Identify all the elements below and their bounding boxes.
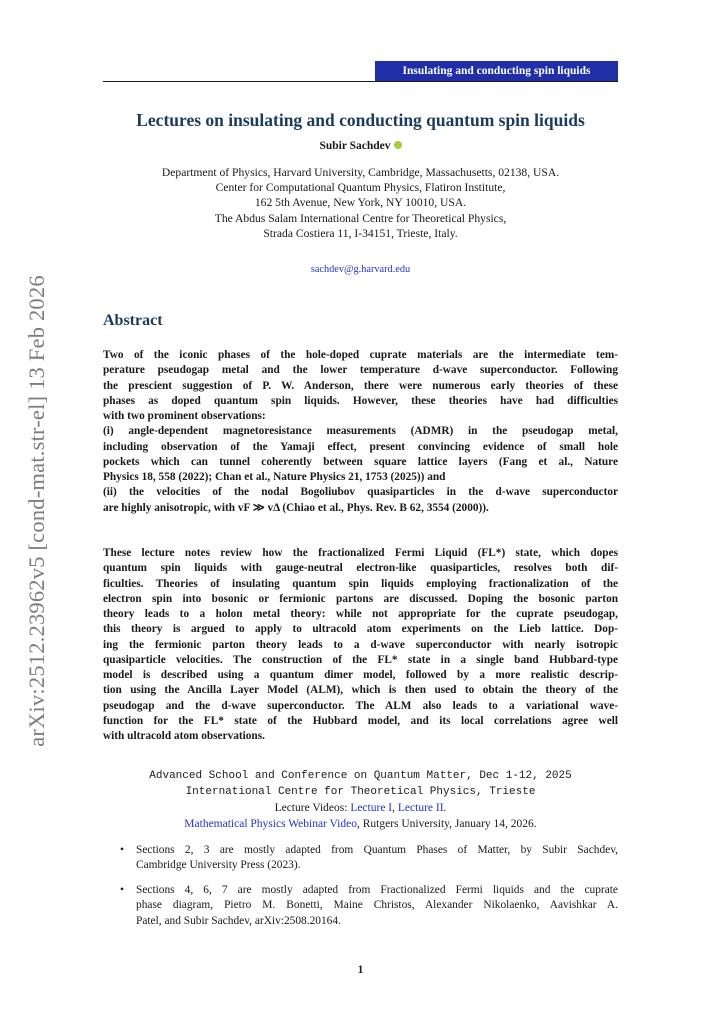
lecture-1-link[interactable]: Lecture I bbox=[350, 802, 393, 814]
abstract-line: phases as doped quantum spin liquids. However, these theories have had difficulties bbox=[103, 394, 618, 407]
author-name: Subir Sachdev bbox=[319, 140, 391, 152]
abstract-line: These lecture notes review how the fractionalized Fermi Liquid (FL*) state, which dopes bbox=[103, 547, 618, 559]
abstract-line: ing the fermionic parton theory leads to a d-wave superconductor with nearly isotropic bbox=[103, 638, 618, 651]
bullet-icon: • bbox=[120, 883, 124, 896]
abstract-heading: Abstract bbox=[103, 312, 163, 329]
header-rule bbox=[103, 81, 618, 82]
videos-end: . bbox=[443, 802, 447, 814]
abstract-line: are highly anisotropic, with vF ≫ vΔ (Chiao et al., Phys. Rev. B 62, 3554 (2000)). bbox=[103, 501, 489, 514]
abstract-line: perature pseudogap metal and the lower temperature d-wave superconductor. Following bbox=[103, 364, 618, 377]
affiliation-line: Center for Computational Quantum Physics, Flatiron Institute, bbox=[215, 181, 506, 195]
notes-item bbox=[118, 883, 618, 929]
notes-line: Sections 2, 3 are mostly adapted from Quantum Phases of Matter, by Subir Sachdev, bbox=[136, 844, 618, 856]
abstract-paragraph-1 bbox=[103, 348, 618, 516]
abstract-line: tion using the Ancilla Layer Model (ALM), which is then used to obtain the theory of the bbox=[103, 684, 618, 697]
header-tag: Insulating and conducting spin liquids bbox=[375, 61, 618, 82]
webinar-link[interactable]: Mathematical Physics Webinar Video bbox=[184, 818, 357, 830]
abstract-line: Two of the iconic phases of the hole-doped cuprate materials are the intermediate tem- bbox=[103, 349, 618, 361]
affiliation-line: 162 5th Avenue, New York, NY 10010, USA. bbox=[254, 196, 467, 210]
abstract-line: (i) angle-dependent magnetoresistance measurements (ADMR) in the pseudogap metal, bbox=[103, 425, 618, 438]
notes-line: phase diagram, Pietro M. Bonetti, Maine Christos, Alexander Nikolaenko, Aavishkar A. bbox=[136, 899, 618, 912]
affiliations bbox=[103, 165, 618, 241]
notes-item bbox=[118, 843, 618, 874]
abstract-line: pockets which can tunnel coherently between square lattice layers (Fang et al., Nature bbox=[103, 455, 618, 468]
paper-title: Lectures on insulating and conducting quantum spin liquids bbox=[136, 110, 585, 130]
webinar-details: , Rutgers University, January 14, 2026. bbox=[356, 818, 537, 830]
event-info bbox=[103, 768, 618, 832]
arxiv-stamp-text: arXiv:2512.23962v5 [cond-mat.str-el] 13 Feb 2026 bbox=[24, 275, 49, 747]
affiliation-line: Strada Costiera 11, I-34151, Trieste, Italy. bbox=[263, 226, 458, 240]
abstract-line: with ultracold atom observations. bbox=[103, 730, 265, 742]
abstract-line: Physics 18, 558 (2022); Chan et al., Nature Physics 21, 1753 (2025)) and bbox=[103, 471, 446, 483]
affiliation-line: Department of Physics, Harvard University, Cambridge, Massachusetts, 02138, USA. bbox=[161, 166, 560, 179]
abstract-line: pseudogap and the d-wave superconductor. The ALM also leads to a variational wave- bbox=[103, 699, 618, 712]
abstract-line: the prescient suggestion of P. W. Anderson, there were numerous early theories of these bbox=[103, 379, 618, 392]
abstract-line: with two prominent observations: bbox=[103, 410, 266, 422]
abstract-line: model is described using a quantum dimer model, followed by a more realistic descrip- bbox=[103, 669, 618, 681]
notes-line: Sections 4, 6, 7 are mostly adapted from Fractionalized Fermi liquids and the cuprate bbox=[136, 883, 618, 896]
event-line: International Centre for Theoretical Physics, Trieste bbox=[185, 786, 536, 798]
notes-line: Patel, and Subir Sachdev, arXiv:2508.20164. bbox=[136, 914, 341, 927]
abstract-line: (ii) the velocities of the nodal Bogoliubov quasiparticles in the d-wave superconductor bbox=[103, 486, 618, 499]
notes-line: Cambridge University Press (2023). bbox=[136, 859, 301, 872]
abstract-line: quantum spin liquids with gauge-neutral electron-like quasiparticles, resolves both dif- bbox=[103, 562, 618, 575]
lecture-videos-line bbox=[103, 800, 618, 816]
notes-list bbox=[118, 843, 618, 938]
webinar-line bbox=[103, 816, 618, 832]
event-line: Advanced School and Conference on Quantum Matter, Dec 1-12, 2025 bbox=[149, 770, 572, 782]
abstract-line: electron spin into bosonic or fermionic partons are discussed. Doping the bosonic parton bbox=[103, 592, 618, 605]
abstract-line: this theory is argued to apply to ultracold atom experiments on the Lieb lattice. Dop- bbox=[103, 623, 618, 636]
page-number: 1 bbox=[357, 964, 364, 976]
abstract-line: ficulties. Theories of insulating quantum spin liquids employing fractionalization of the bbox=[103, 577, 618, 590]
abstract-line: function for the FL* state of the Hubbard model, and its local correlations agree well bbox=[103, 714, 618, 727]
bullet-icon: • bbox=[120, 844, 124, 856]
videos-separator: , bbox=[392, 802, 398, 814]
affiliation-line: The Abdus Salam International Centre for Theoretical Physics, bbox=[214, 211, 507, 225]
email-link[interactable]: sachdev@g.harvard.edu bbox=[310, 264, 411, 275]
abstract-paragraph-2 bbox=[103, 546, 618, 744]
lecture-2-link[interactable]: Lecture II bbox=[397, 802, 444, 814]
abstract-line: quasiparticle velocities. The construction of the FL* state in a single band Hubbard-type bbox=[103, 653, 618, 666]
author-line bbox=[103, 140, 618, 152]
abstract-line: including observation of the Yamaji effect, present convincing evidence of small hole bbox=[103, 440, 618, 453]
arxiv-stamp bbox=[22, 257, 52, 765]
orcid-icon[interactable] bbox=[394, 141, 402, 149]
abstract-line: theory leads to a holon metal theory: while not appropriate for the cuprate pseudogap, bbox=[103, 608, 618, 620]
videos-label: Lecture Videos: bbox=[274, 802, 351, 814]
